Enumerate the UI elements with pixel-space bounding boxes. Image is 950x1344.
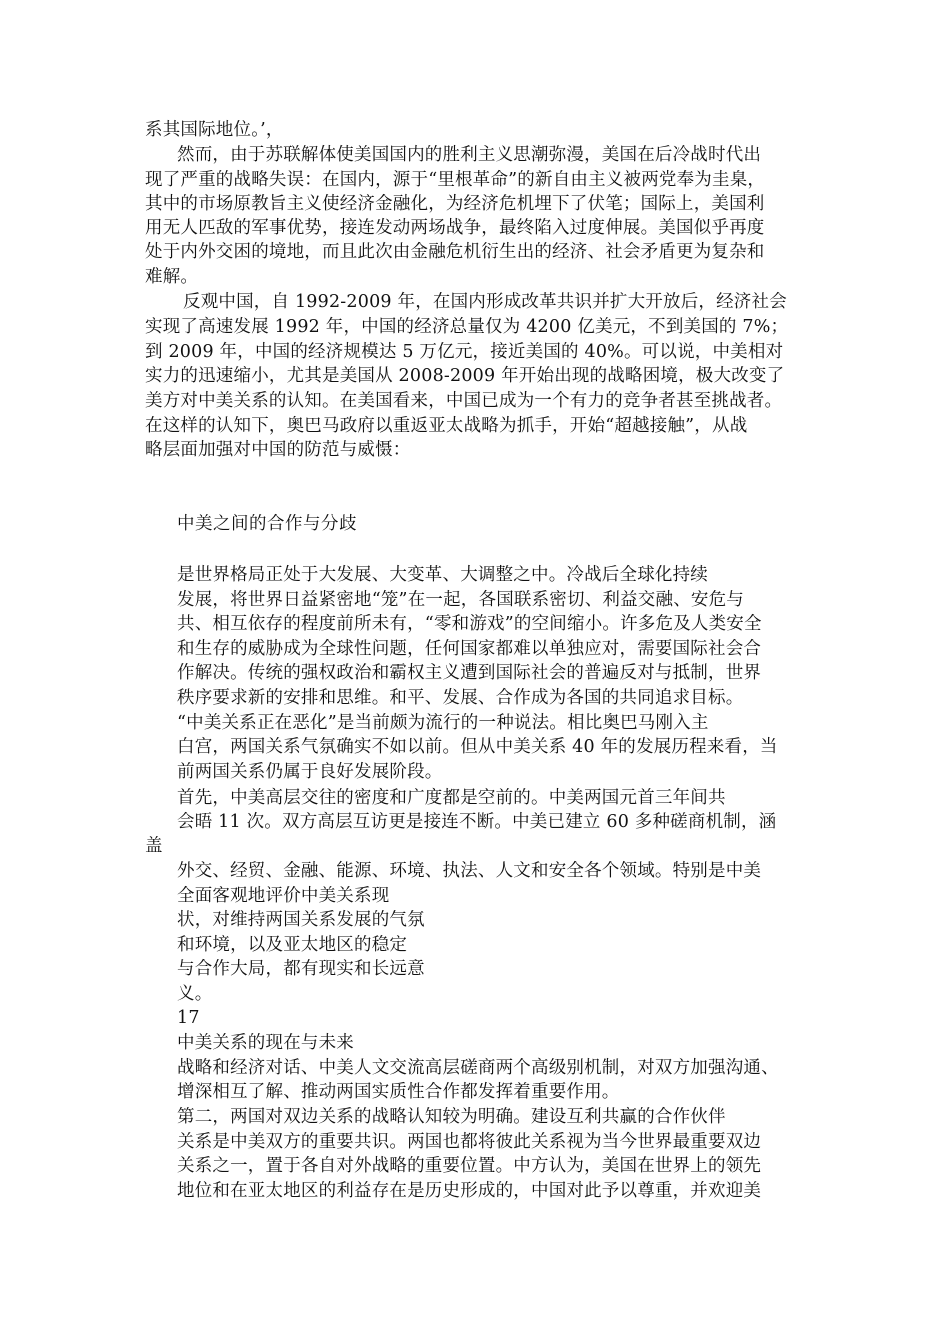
paragraph-line: 义。: [177, 984, 213, 1004]
paragraph-line: 前两国关系仍属于良好发展阶段。: [177, 762, 443, 782]
paragraph-line: 实现了高速发展 1992 年，中国的经济总量仅为 4200 亿美元，不到美国的 7%；: [145, 317, 789, 337]
paragraph-line: 是世界格局正处于大发展、大变革、大调整之中。冷战后全球化持续: [177, 565, 708, 585]
paragraph-line: 处于内外交困的境地，而且此次由金融危机衍生出的经济、社会矛盾更为复杂和: [145, 242, 765, 262]
paragraph-line: 在这样的认知下，奥巴马政府以重返亚太战略为抓手，开始“超越接触”，从战: [145, 416, 748, 436]
paragraph-line: 发展，将世界日益紧密地“笼”在一起，各国联系密切、利益交融、安危与: [177, 590, 744, 610]
paragraph-line: 略层面加强对中国的防范与威慑：: [145, 440, 411, 460]
paragraph-line: 地位和在亚太地区的利益存在是历史形成的，中国对此予以尊重，并欢迎美: [177, 1181, 762, 1201]
paragraph-line: 然而，由于苏联解体使美国国内的胜利主义思潮弥漫，美国在后冷战时代出: [177, 145, 762, 165]
paragraph-line: 与合作大局，都有现实和长远意: [177, 959, 425, 979]
paragraph-line: 其中的市场原教旨主义使经济金融化，为经济危机埋下了伏笔；国际上，美国利: [145, 194, 765, 214]
paragraph-line: 外交、经贸、金融、能源、环境、执法、人文和安全各个领域。特别是中美: [177, 861, 762, 881]
paragraph-line: 秩序要求新的安排和思维。和平、发展、合作成为各国的共同追求目标。: [177, 688, 744, 708]
paragraph-line: 到 2009 年，中国的经济规模达 5 万亿元，接近美国的 40%。可以说，中美相对: [145, 342, 784, 362]
paragraph-line: 现了严重的战略失误：在国内，源于“里根革命”的新自由主义被两党奉为圭臬，: [145, 170, 766, 190]
paragraph-line: 首先，中美高层交往的密度和广度都是空前的。中美两国元首三年间共: [177, 788, 726, 808]
paragraph-line: 作解决。传统的强权政治和霸权主义遭到国际社会的普遍反对与抵制，世界: [177, 663, 762, 683]
paragraph-line: 和环境，以及亚太地区的稳定: [177, 935, 408, 955]
paragraph-line: 增深相互了解、推动两国实质性合作都发挥着重要作用。: [177, 1082, 620, 1102]
paragraph-line: 共、相互依存的程度前所未有，“零和游戏”的空间缩小。许多危及人类安全: [177, 614, 762, 634]
paragraph-line: 战略和经济对话、中美人文交流高层磋商两个高级别机制，对双方加强沟通、: [177, 1058, 779, 1078]
paragraph-line: 第二，两国对双边关系的战略认知较为明确。建设互利共赢的合作伙伴: [177, 1107, 726, 1127]
paragraph-line: 全面客观地评价中美关系现: [177, 886, 390, 906]
paragraph-line: 和生存的威胁成为全球性问题，任何国家都难以单独应对，需要国际社会合: [177, 639, 762, 659]
paragraph-line: 难解。: [145, 267, 199, 287]
paragraph-line: 用无人匹敌的军事优势，接连发动两场战争，最终陷入过度伸展。美国似乎再度: [145, 218, 765, 238]
paragraph-line: 美方对中美关系的认知。在美国看来，中国已成为一个有力的竞争者甚至挑战者。: [145, 391, 783, 411]
paragraph-line: 反观中国，自 1992-2009 年，在国内形成改革共识并扩大开放后，经济社会: [183, 292, 787, 312]
paragraph-line: 关系之一，置于各自对外战略的重要位置。中方认为，美国在世界上的领先: [177, 1156, 762, 1176]
paragraph-line: 状，对维持两国关系发展的气氛: [177, 910, 425, 930]
page-number: 17: [177, 1008, 200, 1028]
paragraph-line: 实力的迅速缩小，尤其是美国从 2008-2009 年开始出现的战略困境，极大改变了: [145, 366, 785, 386]
paragraph-line: 白宫，两国关系气氛确实不如以前。但从中美关系 40 年的发展历程来看，当: [177, 737, 778, 757]
paragraph-line: “中美关系正在恶化”是当前颇为流行的一种说法。相比奥巴马刚入主: [177, 713, 709, 733]
paragraph-line: 关系是中美双方的重要共识。两国也都将彼此关系视为当今世界最重要双边: [177, 1132, 762, 1152]
text-line: 系其国际地位。’，: [145, 120, 284, 140]
running-title: 中美关系的现在与未来: [177, 1033, 354, 1053]
paragraph-line: 盖: [145, 836, 163, 856]
section-heading: 中美之间的合作与分歧: [177, 514, 357, 534]
paragraph-line: 会晤 11 次。双方高层互访更是接连不断。中美已建立 60 多种磋商机制，涵: [177, 812, 777, 832]
